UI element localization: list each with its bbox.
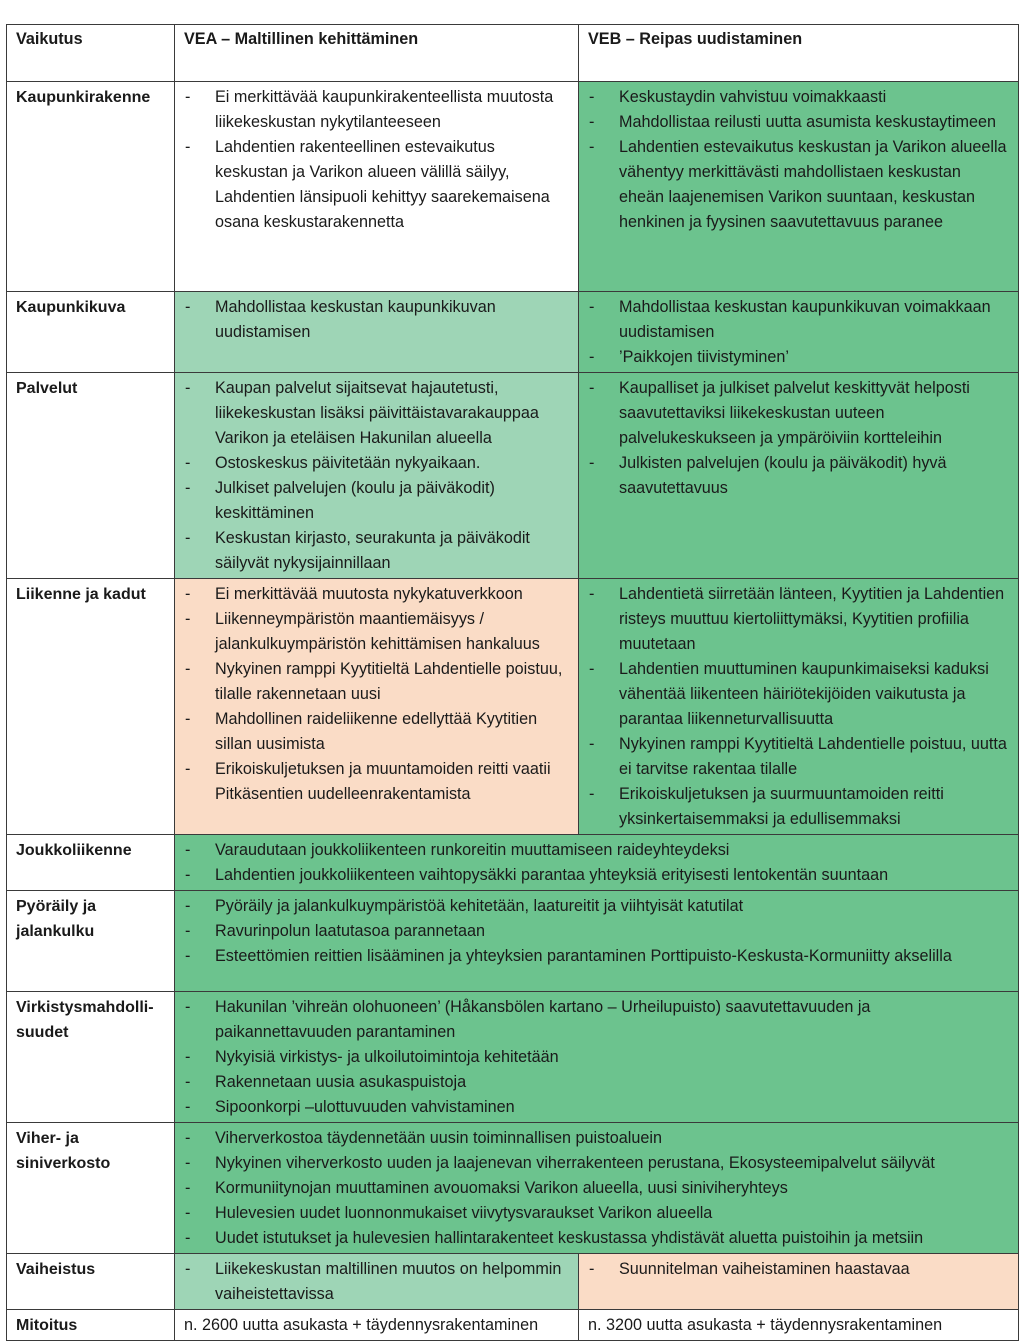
row-viher-ja-siniverkosto — [7, 1123, 1019, 1254]
row-label: Kaupunkirakenne — [7, 82, 175, 292]
bullet-item: - Esteettömien reittien lisääminen ja yhteyksien parantaminen Porttipuisto-Keskusta-Kormuniitty akselilla — [184, 944, 1009, 969]
veb-cell — [579, 579, 1019, 835]
veb-cell — [579, 82, 1019, 292]
bullet-item: - Lahdentien estevaikutus keskustan ja Varikon alueella vähentyy merkittävästi mahdollistaen keskustan eheän laajenemisen Varikon suuntaan, keskustan henkinen ja fyysinen saavutettavuus paranee — [588, 135, 1009, 235]
header-row — [7, 25, 1019, 82]
shared-cell — [175, 835, 1019, 891]
row-label: Palvelut — [7, 373, 175, 579]
bullet-list — [184, 582, 569, 807]
bullet-item: - Lahdentietä siirretään länteen, Kyytitien ja Lahdentien risteys muuttuu kiertoliittymäksi, Kyytitien profiilia muutetaan — [588, 582, 1009, 657]
bullet-item: - Julkisten palvelujen (koulu ja päiväkodit) hyvä saavutettavuus — [588, 451, 1009, 501]
bullet-list — [588, 1257, 1009, 1282]
bullet-item: - Lahdentien joukkoliikenteen vaihtopysäkki parantaa yhteyksiä erityisesti lentokentän suuntaan — [184, 863, 1009, 888]
row-kaupunkirakenne — [7, 82, 1019, 292]
bullet-list — [184, 295, 569, 345]
bullet-list — [184, 995, 1009, 1120]
bullet-item: - Kaupan palvelut sijaitsevat hajautetusti, liikekeskustan lisäksi päivittäistavarakauppaa Varikon ja eteläisen Hakunilan alueella — [184, 376, 569, 451]
bullet-item: - Pyöräily ja jalankulkuympäristöä kehitetään, laatureitit ja viihtyisät katutilat — [184, 894, 1009, 919]
bullet-item: - Mahdollistaa keskustan kaupunkikuvan voimakkaan uudistamisen — [588, 295, 1009, 345]
veb-cell — [579, 373, 1019, 579]
veb-cell — [579, 1254, 1019, 1310]
vea-cell — [175, 579, 579, 835]
vea-cell — [175, 1254, 579, 1310]
bullet-list — [588, 85, 1009, 235]
bullet-item: - Sipoonkorpi –ulottuvuuden vahvistaminen — [184, 1095, 1009, 1120]
bullet-item: - Ei merkittävää kaupunkirakenteellista muutosta liikekeskustan nykytilanteeseen — [184, 85, 569, 135]
row-palvelut — [7, 373, 1019, 579]
bullet-list — [588, 295, 1009, 370]
bullet-item: - Liikenneympäristön maantiemäisyys / jalankulkuympäristön kehittämisen hankaluus — [184, 607, 569, 657]
bullet-item: - Mahdollistaa reilusti uutta asumista keskustaytimeen — [588, 110, 1009, 135]
veb-cell — [579, 292, 1019, 373]
bullet-item: - ’Paikkojen tiivistyminen’ — [588, 345, 1009, 370]
bullet-list — [588, 376, 1009, 501]
row-mitoitus — [7, 1310, 1019, 1341]
bullet-item: - Rakennetaan uusia asukaspuistoja — [184, 1070, 1009, 1095]
bullet-item: - Nykyinen viherverkosto uuden ja laajenevan viherrakenteen perustana, Ekosysteemipalvelut säilyvät — [184, 1151, 1009, 1176]
bullet-item: - Keskustan kirjasto, seurakunta ja päiväkodit säilyvät nykysijainnillaan — [184, 526, 569, 576]
bullet-item: - Kormuniitynojan muuttaminen avouomaksi Varikon alueella, uusi siniviheryhteys — [184, 1176, 1009, 1201]
header-veb: VEB – Reipas uudistaminen — [579, 25, 1019, 82]
row-label: Liikenne ja kadut — [7, 579, 175, 835]
bullet-item: - Viherverkostoa täydennetään uusin toiminnallisen puistoaluein — [184, 1126, 1009, 1151]
shared-cell — [175, 1123, 1019, 1254]
bullet-list — [184, 894, 1009, 969]
bullet-item: - Uudet istutukset ja hulevesien hallintarakenteet keskustassa yhdistävät aluetta puistoihin ja metsiin — [184, 1226, 1009, 1251]
bullet-item: - Mahdollinen raideliikenne edellyttää Kyytitien sillan uusimista — [184, 707, 569, 757]
bullet-list — [184, 85, 569, 235]
bullet-item: - Lahdentien rakenteellinen estevaikutus keskustan ja Varikon alueen välillä säilyy, Lahdentien länsipuoli kehittyy saarekemaisena osana keskustarakennetta — [184, 135, 569, 235]
bullet-list — [184, 1257, 569, 1307]
bullet-item: - Hakunilan ’vihreän olohuoneen’ (Håkansbölen kartano – Urheilupuisto) saavutettavuuden ja paikannettavuuden parantaminen — [184, 995, 1009, 1045]
bullet-item: - Erikoiskuljetuksen ja muuntamoiden reitti vaatii Pitkäsentien uudelleenrakentamista — [184, 757, 569, 807]
bullet-item: - Nykyinen ramppi Kyytitieltä Lahdentielle poistuu, uutta ei tarvitse rakentaa tilalle — [588, 732, 1009, 782]
row-label: Kaupunkikuva — [7, 292, 175, 373]
impact-comparison-table — [6, 24, 1019, 1341]
row-joukkoliikenne — [7, 835, 1019, 891]
header-vea: VEA – Maltillinen kehittäminen — [175, 25, 579, 82]
header-impact: Vaikutus — [7, 25, 175, 82]
shared-cell — [175, 992, 1019, 1123]
bullet-item: - Varaudutaan joukkoliikenteen runkoreitin muuttamiseen raideyhteydeksi — [184, 838, 1009, 863]
bullet-item: - Hulevesien uudet luonnonmukaiset viivytysvaraukset Varikon alueella — [184, 1201, 1009, 1226]
row-label: Joukkoliikenne — [7, 835, 175, 891]
bullet-item: - Julkiset palvelujen (koulu ja päiväkodit) keskittäminen — [184, 476, 569, 526]
bullet-item: - Lahdentien muuttuminen kaupunkimaiseksi kaduksi vähentää liikenteen häiriötekijöiden vaikutusta ja parantaa liikenneturvallisuutta — [588, 657, 1009, 732]
bullet-item: - Nykyisiä virkistys- ja ulkoilutoimintoja kehitetään — [184, 1045, 1009, 1070]
row-label: Viher- ja siniverkosto — [7, 1123, 175, 1254]
vea-cell — [175, 292, 579, 373]
bullet-item: - Ostoskeskus päivitetään nykyaikaan. — [184, 451, 569, 476]
bullet-item: - Kaupalliset ja julkiset palvelut keskittyvät helposti saavutettaviksi liikekeskustan uuteen palvelukeskukseen ja ympäröiviin kortteleihin — [588, 376, 1009, 451]
bullet-item: - Ravurinpolun laatutasoa parannetaan — [184, 919, 1009, 944]
shared-cell — [175, 891, 1019, 992]
row-label: Pyöräily ja jalankulku — [7, 891, 175, 992]
veb-cell: n. 3200 uutta asukasta + täydennysrakentaminen — [579, 1310, 1019, 1341]
bullet-item: - Nykyinen ramppi Kyytitieltä Lahdentielle poistuu, tilalle rakennetaan uusi — [184, 657, 569, 707]
bullet-list — [184, 376, 569, 576]
bullet-item: - Mahdollistaa keskustan kaupunkikuvan uudistamisen — [184, 295, 569, 345]
row-kaupunkikuva — [7, 292, 1019, 373]
bullet-list — [184, 1126, 1009, 1251]
vea-cell: n. 2600 uutta asukasta + täydennysrakentaminen — [175, 1310, 579, 1341]
bullet-item: - Keskustaydin vahvistuu voimakkaasti — [588, 85, 1009, 110]
vea-cell — [175, 82, 579, 292]
row-vaiheistus — [7, 1254, 1019, 1310]
bullet-list — [184, 838, 1009, 888]
bullet-item: - Suunnitelman vaiheistaminen haastavaa — [588, 1257, 1009, 1282]
bullet-item: - Erikoiskuljetuksen ja suurmuuntamoiden reitti yksinkertaisemmaksi ja edullisemmaksi — [588, 782, 1009, 832]
row-label: Vaiheistus — [7, 1254, 175, 1310]
row-virkistysmahdollisuudet — [7, 992, 1019, 1123]
bullet-list — [588, 582, 1009, 832]
row-pyoraily-ja-jalankulku — [7, 891, 1019, 992]
row-label: Mitoitus — [7, 1310, 175, 1341]
vea-cell — [175, 373, 579, 579]
row-liikenne-ja-kadut — [7, 579, 1019, 835]
row-label: Virkistysmahdolli-suudet — [7, 992, 175, 1123]
bullet-item: - Ei merkittävää muutosta nykykatuverkkoon — [184, 582, 569, 607]
bullet-item: - Liikekeskustan maltillinen muutos on helpommin vaiheistettavissa — [184, 1257, 569, 1307]
